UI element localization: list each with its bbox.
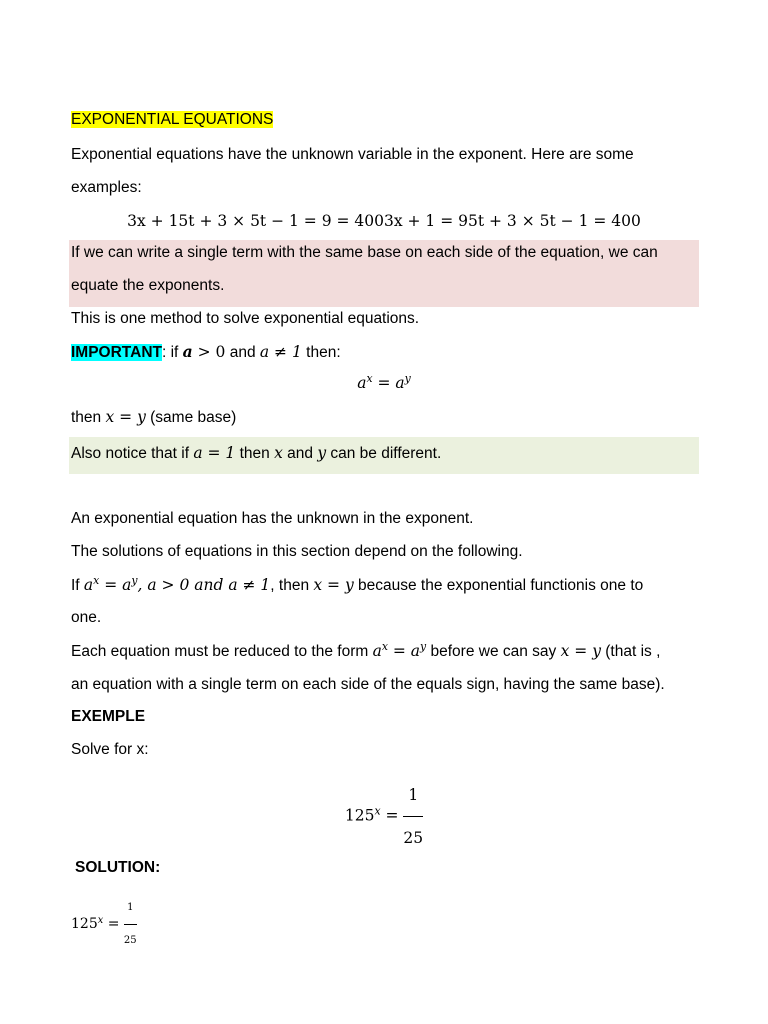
- important-if: : if: [161, 344, 183, 361]
- important-line: [71, 342, 341, 363]
- heading-line: [71, 110, 273, 130]
- paragraph2-line-2: The solutions of equations in this section depend on the following.: [71, 543, 523, 560]
- example-frac-num: 1: [408, 786, 419, 804]
- p3-xy: x = y: [560, 642, 601, 660]
- green-math: a = 1: [193, 444, 236, 462]
- green-prefix: Also notice that if: [71, 445, 194, 462]
- then-prefix: then: [71, 409, 106, 426]
- p3-form: $a^x = a^y$: [372, 640, 427, 660]
- eq-exp-2: y: [404, 372, 411, 386]
- p3-prefix: Each equation must be reduced to the form: [71, 643, 373, 660]
- sol-base: 125: [71, 916, 98, 933]
- page-heading: EXPONENTIAL EQUATIONS: [71, 111, 274, 128]
- green-line: [71, 443, 441, 464]
- example-frac-den: 25: [403, 829, 424, 847]
- paragraph2-line-1: An exponential equation has the unknown in the exponent.: [71, 510, 474, 527]
- then-suffix: (same base): [145, 409, 237, 426]
- p2-cond: , a > 0 and a ≠ 1: [137, 576, 271, 594]
- p2-xy: x = y: [313, 576, 354, 594]
- sol-frac-num: 1: [127, 902, 134, 913]
- sol-equals: =: [103, 916, 124, 933]
- important-then: then:: [301, 344, 341, 361]
- example-base: 125: [344, 806, 375, 825]
- green-and: and: [282, 445, 318, 462]
- paragraph2-line-3: [71, 575, 643, 596]
- solution-label: SOLUTION:: [75, 859, 161, 876]
- intro-line-2: examples:: [71, 179, 142, 196]
- eq-exp-1: x: [366, 372, 373, 386]
- example-equals: =: [380, 806, 404, 825]
- example-label: EXEMPLE: [71, 708, 146, 725]
- important-cond1: > 0: [192, 343, 226, 361]
- green-y: y: [317, 444, 327, 462]
- eq-equals: =: [372, 374, 396, 392]
- green-then: then: [235, 445, 275, 462]
- important-a: a: [182, 342, 193, 361]
- p2-if: If: [71, 577, 84, 594]
- pink-line-2: equate the exponents.: [71, 277, 225, 294]
- example-exp: x: [374, 804, 381, 818]
- sol-frac-bar: [124, 924, 137, 925]
- center-equation: [0, 373, 768, 393]
- sol-frac-den: 25: [123, 935, 137, 946]
- paragraph3-line-1: [71, 641, 660, 662]
- then-line: [71, 407, 236, 428]
- solve-for-line: Solve for x:: [71, 741, 149, 758]
- important-label: IMPORTANT: [71, 344, 162, 361]
- example-fraction: [403, 775, 423, 858]
- paragraph3-line-2: an equation with a single term on each side of the equals sign, having the same base).: [71, 676, 665, 693]
- p3-suffix: (that is ,: [600, 643, 661, 660]
- p2-then: , then: [270, 577, 314, 594]
- paragraph2-line-4: one.: [71, 609, 102, 626]
- pink-line-1: If we can write a single term with the same base on each side of the equation, we can: [71, 244, 658, 261]
- green-suffix: can be different.: [326, 445, 442, 462]
- example-frac-bar: [403, 816, 423, 817]
- p3-mid: before we can say: [426, 643, 561, 660]
- then-math: x = y: [105, 408, 146, 426]
- example-equation: [0, 775, 768, 858]
- important-cond2: a ≠ 1: [259, 343, 302, 361]
- important-and: and: [225, 344, 260, 361]
- solution-equation: [71, 893, 137, 956]
- examples-equation: 3x + 15t + 3 × 5t − 1 = 9 = 4003x + 1 = 95t + 3 × 5t − 1 = 400: [127, 212, 641, 230]
- intro-line-1: Exponential equations have the unknown variable in the exponent. Here are some: [71, 146, 634, 163]
- p2-because: because the exponential functionis one to: [353, 577, 644, 594]
- p2-ax: $a^x = a^y$: [83, 574, 138, 594]
- sol-exp: x: [97, 914, 104, 926]
- eq-base-2: a: [395, 374, 405, 392]
- solution-fraction: [124, 893, 137, 956]
- eq-base-1: a: [357, 374, 367, 392]
- green-x: x: [274, 444, 283, 462]
- method-line: This is one method to solve exponential equations.: [71, 310, 420, 327]
